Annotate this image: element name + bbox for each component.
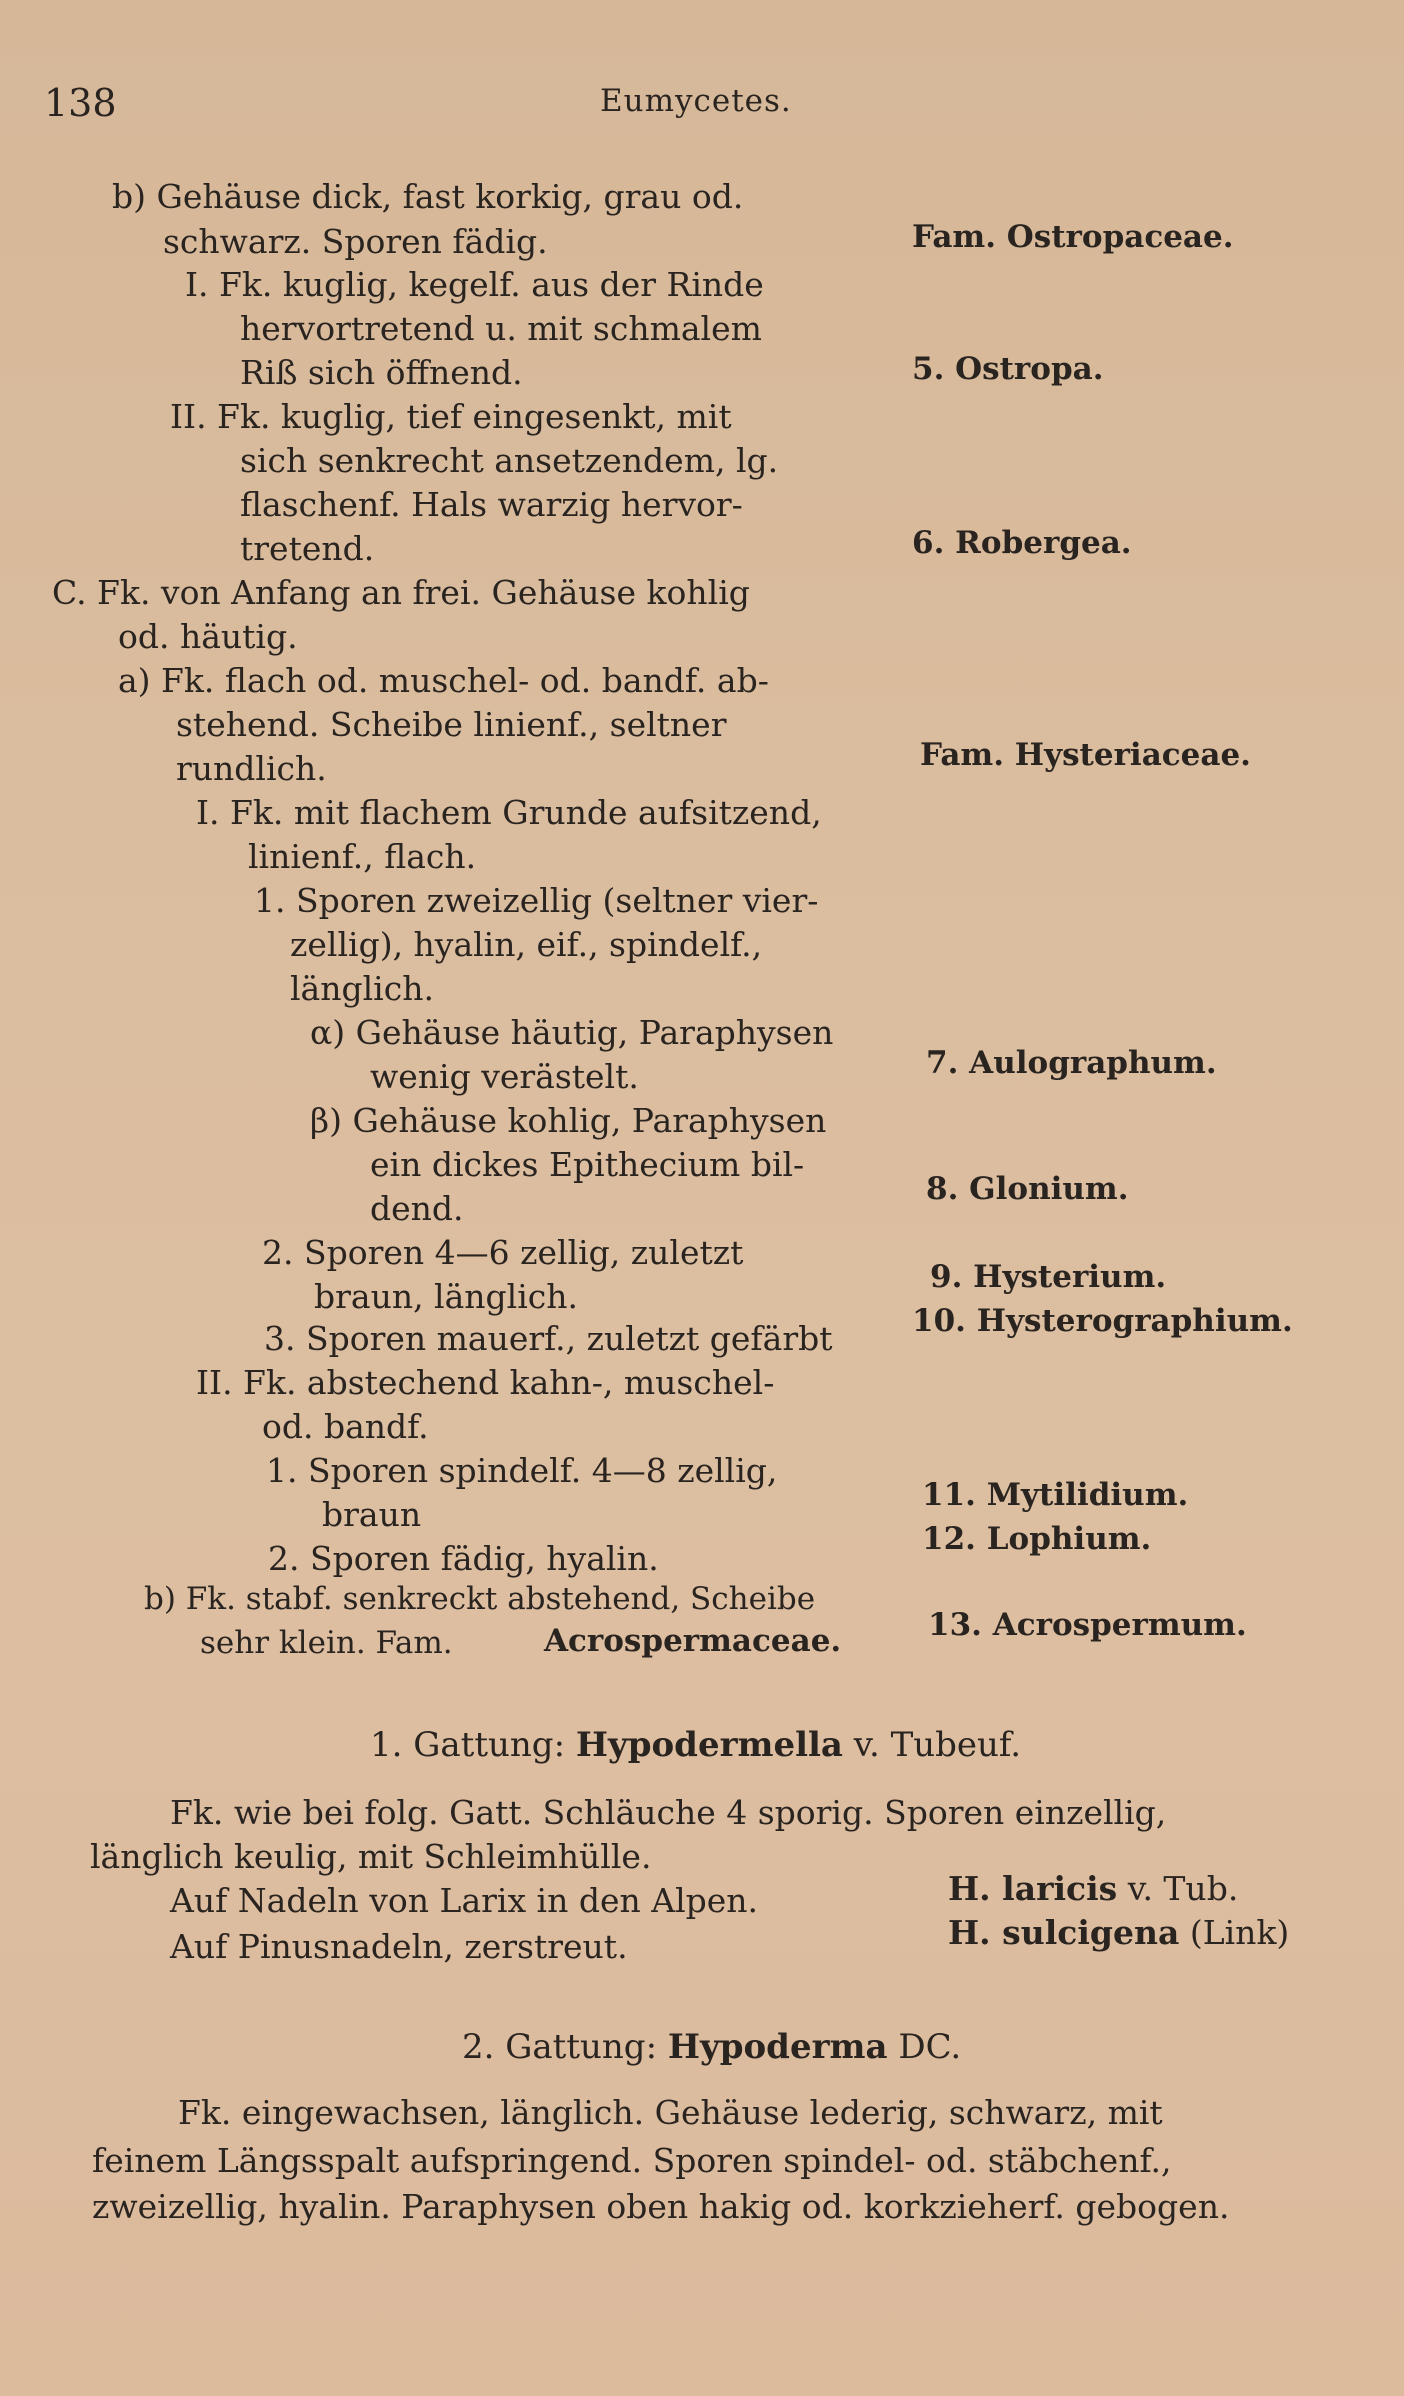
key-genus-name: 12. Lophium. [922,1521,1152,1557]
species-name: H. laricis [948,1869,1118,1908]
key-genus-name: 7. Aulographum. [926,1045,1217,1081]
key-line: b) Fk. stabf. senkreckt abstehend, Scheibe [144,1581,816,1617]
genus-heading [370,1725,1022,1765]
key-line: braun, länglich. [314,1277,578,1316]
key-line: linienf., flach. [248,837,477,876]
key-line: dend. [370,1189,464,1228]
species-entry [948,1869,1239,1908]
key-line: 1. Sporen zweizellig (seltner vier- [254,881,819,920]
genus-heading-name: Hypodermella [575,1725,843,1765]
key-line: a) Fk. flach od. muschel- od. bandf. ab- [118,661,769,700]
key-line: od. bandf. [262,1407,429,1446]
genus-description: Fk. wie bei folg. Gatt. Schläuche 4 sporig. Sporen einzellig, [170,1793,1167,1832]
key-genus-name: 11. Mytilidium. [922,1477,1189,1513]
key-line: II. Fk. kuglig, tief eingesenkt, mit [170,397,732,436]
species-entry [948,1913,1290,1952]
key-line: stehend. Scheibe linienf., seltner [176,705,727,744]
key-line: tretend. [240,529,375,568]
genus-description: länglich keulig, mit Schleimhülle. [90,1837,652,1876]
key-line: zellig), hyalin, eif., spindelf., [290,925,763,964]
species-author: (Link) [1189,1913,1290,1952]
key-line: hervortretend u. mit schmalem [240,309,762,348]
key-line: sehr klein. Fam. [200,1625,453,1661]
key-genus-name: 6. Robergea. [912,525,1132,561]
genus-heading-prefix: 2. Gattung: [462,2027,658,2067]
genus-heading [462,2027,962,2067]
page-number: 138 [44,81,117,125]
key-line: braun [322,1495,422,1534]
running-title: Eumycetes. [600,83,792,119]
key-line: länglich. [290,969,434,1008]
key-line: wenig verästelt. [370,1057,639,1096]
key-line: 3. Sporen mauerf., zuletzt gefärbt [264,1319,833,1358]
genus-heading-author: DC. [898,2027,962,2067]
genus-heading-prefix: 1. Gattung: [370,1725,566,1765]
key-line: rundlich. [176,749,327,788]
key-line: I. Fk. kuglig, kegelf. aus der Rinde [185,265,764,304]
key-line: 2. Sporen fädig, hyalin. [268,1539,659,1578]
key-line: C. Fk. von Anfang an frei. Gehäuse kohlig [52,573,750,612]
habitat-text: Auf Nadeln von Larix in den Alpen. [170,1881,759,1920]
species-name: H. sulcigena [948,1913,1180,1952]
key-genus-name: 5. Ostropa. [912,351,1104,387]
key-line: flaschenf. Hals warzig hervor- [240,485,743,524]
key-line: 2. Sporen 4—6 zellig, zuletzt [262,1233,744,1272]
key-genus-name: 9. Hysterium. [930,1259,1167,1295]
key-line: β) Gehäuse kohlig, Paraphysen [310,1101,827,1140]
key-genus-name: 13. Acrospermum. [928,1607,1247,1643]
key-line: I. Fk. mit flachem Grunde aufsitzend, [196,793,822,832]
key-line: b) Gehäuse dick, fast korkig, grau od. [112,177,744,216]
key-line: α) Gehäuse häutig, Paraphysen [310,1013,834,1052]
genus-heading-name: Hypoderma [667,2027,888,2067]
key-line: schwarz. Sporen fädig. [163,222,548,261]
species-author: v. Tub. [1127,1869,1239,1908]
key-line: II. Fk. abstechend kahn-, muschel- [196,1363,775,1402]
genus-description: feinem Längsspalt aufspringend. Sporen spindel- od. stäbchenf., [92,2141,1172,2180]
key-line: Riß sich öffnend. [240,353,523,392]
genus-description: zweizellig, hyalin. Paraphysen oben hakig od. korkzieherf. gebogen. [92,2187,1230,2226]
genus-description: Fk. eingewachsen, länglich. Gehäuse lederig, schwarz, mit [178,2093,1163,2132]
key-line: sich senkrecht ansetzendem, lg. [240,441,779,480]
habitat-text: Auf Pinusnadeln, zerstreut. [170,1927,628,1966]
key-genus-name: 10. Hysterographium. [912,1303,1293,1339]
key-family-name: Acrospermaceae. [544,1623,842,1659]
genus-heading-author: v. Tubeuf. [853,1725,1022,1765]
key-line: 1. Sporen spindelf. 4—8 zellig, [266,1451,778,1490]
key-family-name: Fam. Hysteriaceae. [920,737,1251,773]
key-line: od. häutig. [118,617,298,656]
key-line: ein dickes Epithecium bil- [370,1145,805,1184]
key-genus-name: 8. Glonium. [926,1171,1129,1207]
key-family-name: Fam. Ostropaceae. [912,219,1234,255]
